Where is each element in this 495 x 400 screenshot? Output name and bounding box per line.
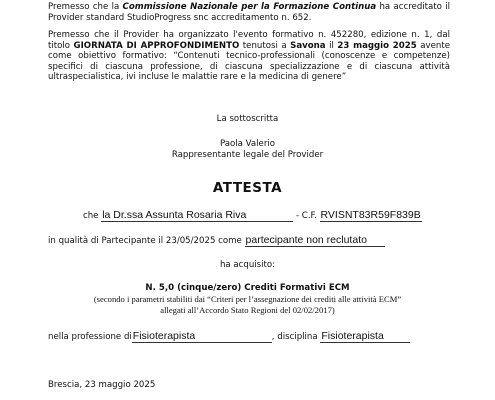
che-label: che — [83, 211, 99, 221]
premise-event-text-a: Premesso che il Provider ha organizzato l'evento formativo n. 452280, edizione n. 1, dal titolo — [48, 30, 450, 51]
fiscal-code: RVISNT83R59F839B — [320, 209, 421, 221]
premise-commission-text-b: ha accreditato il Provider standard StudioProgress snc accreditamento n. 652. — [48, 2, 450, 23]
signer-intro: La sottoscritta — [216, 114, 279, 124]
premise-commission-paragraph — [48, 2, 450, 23]
commission-name: Commissione Nazionale per la Formazione Continua — [122, 2, 377, 12]
discipline-value: Fisioterapista — [320, 331, 410, 343]
qualita-row — [48, 235, 385, 247]
signer-name: Paola Valerio — [219, 139, 276, 149]
profession-row — [48, 331, 410, 343]
profession-label: nella professione di — [48, 332, 132, 342]
credits-criteria-line1: (secondo i parametri stabiliti dai “Criteri per l’assegnazione dei crediti alle attività ECM” — [93, 294, 402, 304]
participant-row — [83, 210, 422, 222]
place-date: Brescia, 23 maggio 2025 — [48, 380, 156, 390]
qualita-label: in qualità di Partecipante il 23/05/2025 come — [48, 236, 242, 246]
event-date: 23 maggio 2025 — [337, 40, 417, 51]
acquisito-label: ha acquisito: — [219, 260, 276, 270]
profession-value: Fisioterapista — [132, 331, 272, 343]
premise-event-paragraph — [48, 30, 450, 83]
premise-event-text-c: il — [325, 40, 338, 51]
credits-criteria-line2: allegati all’Accordo Stato Regioni del 02/02/2017) — [160, 305, 335, 315]
cf-label: - C.F. — [295, 211, 317, 221]
premise-event-text-b: tenutosi a — [239, 40, 291, 51]
premise-commission-text-a: Premesso che la — [48, 2, 123, 12]
event-city: Savona — [290, 40, 326, 51]
signer-role: Rappresentante legale del Provider — [171, 150, 324, 160]
participant-name: la Dr.ssa Assunta Rosaria Riva — [101, 210, 293, 222]
discipline-label: , disciplina — [271, 332, 318, 342]
credits-headline: N. 5,0 (cinque/zero) Crediti Formativi ECM — [145, 283, 350, 293]
event-title: GIORNATA DI APPROFONDIMENTO — [73, 40, 240, 51]
qualita-value: partecipante non reclutato — [245, 235, 385, 247]
premise-event-text-d: avente come obiettivo formativo: “Contenuti tecnico-professionali (conoscenze e competenze) specifici di ciascuna professione, di ciascuna specializzazione e di ciascuna attività ultraspecialistica, ivi incluse le malattie rare e la medicina di genere” — [48, 40, 450, 83]
attesta-heading: ATTESTA — [212, 180, 283, 196]
